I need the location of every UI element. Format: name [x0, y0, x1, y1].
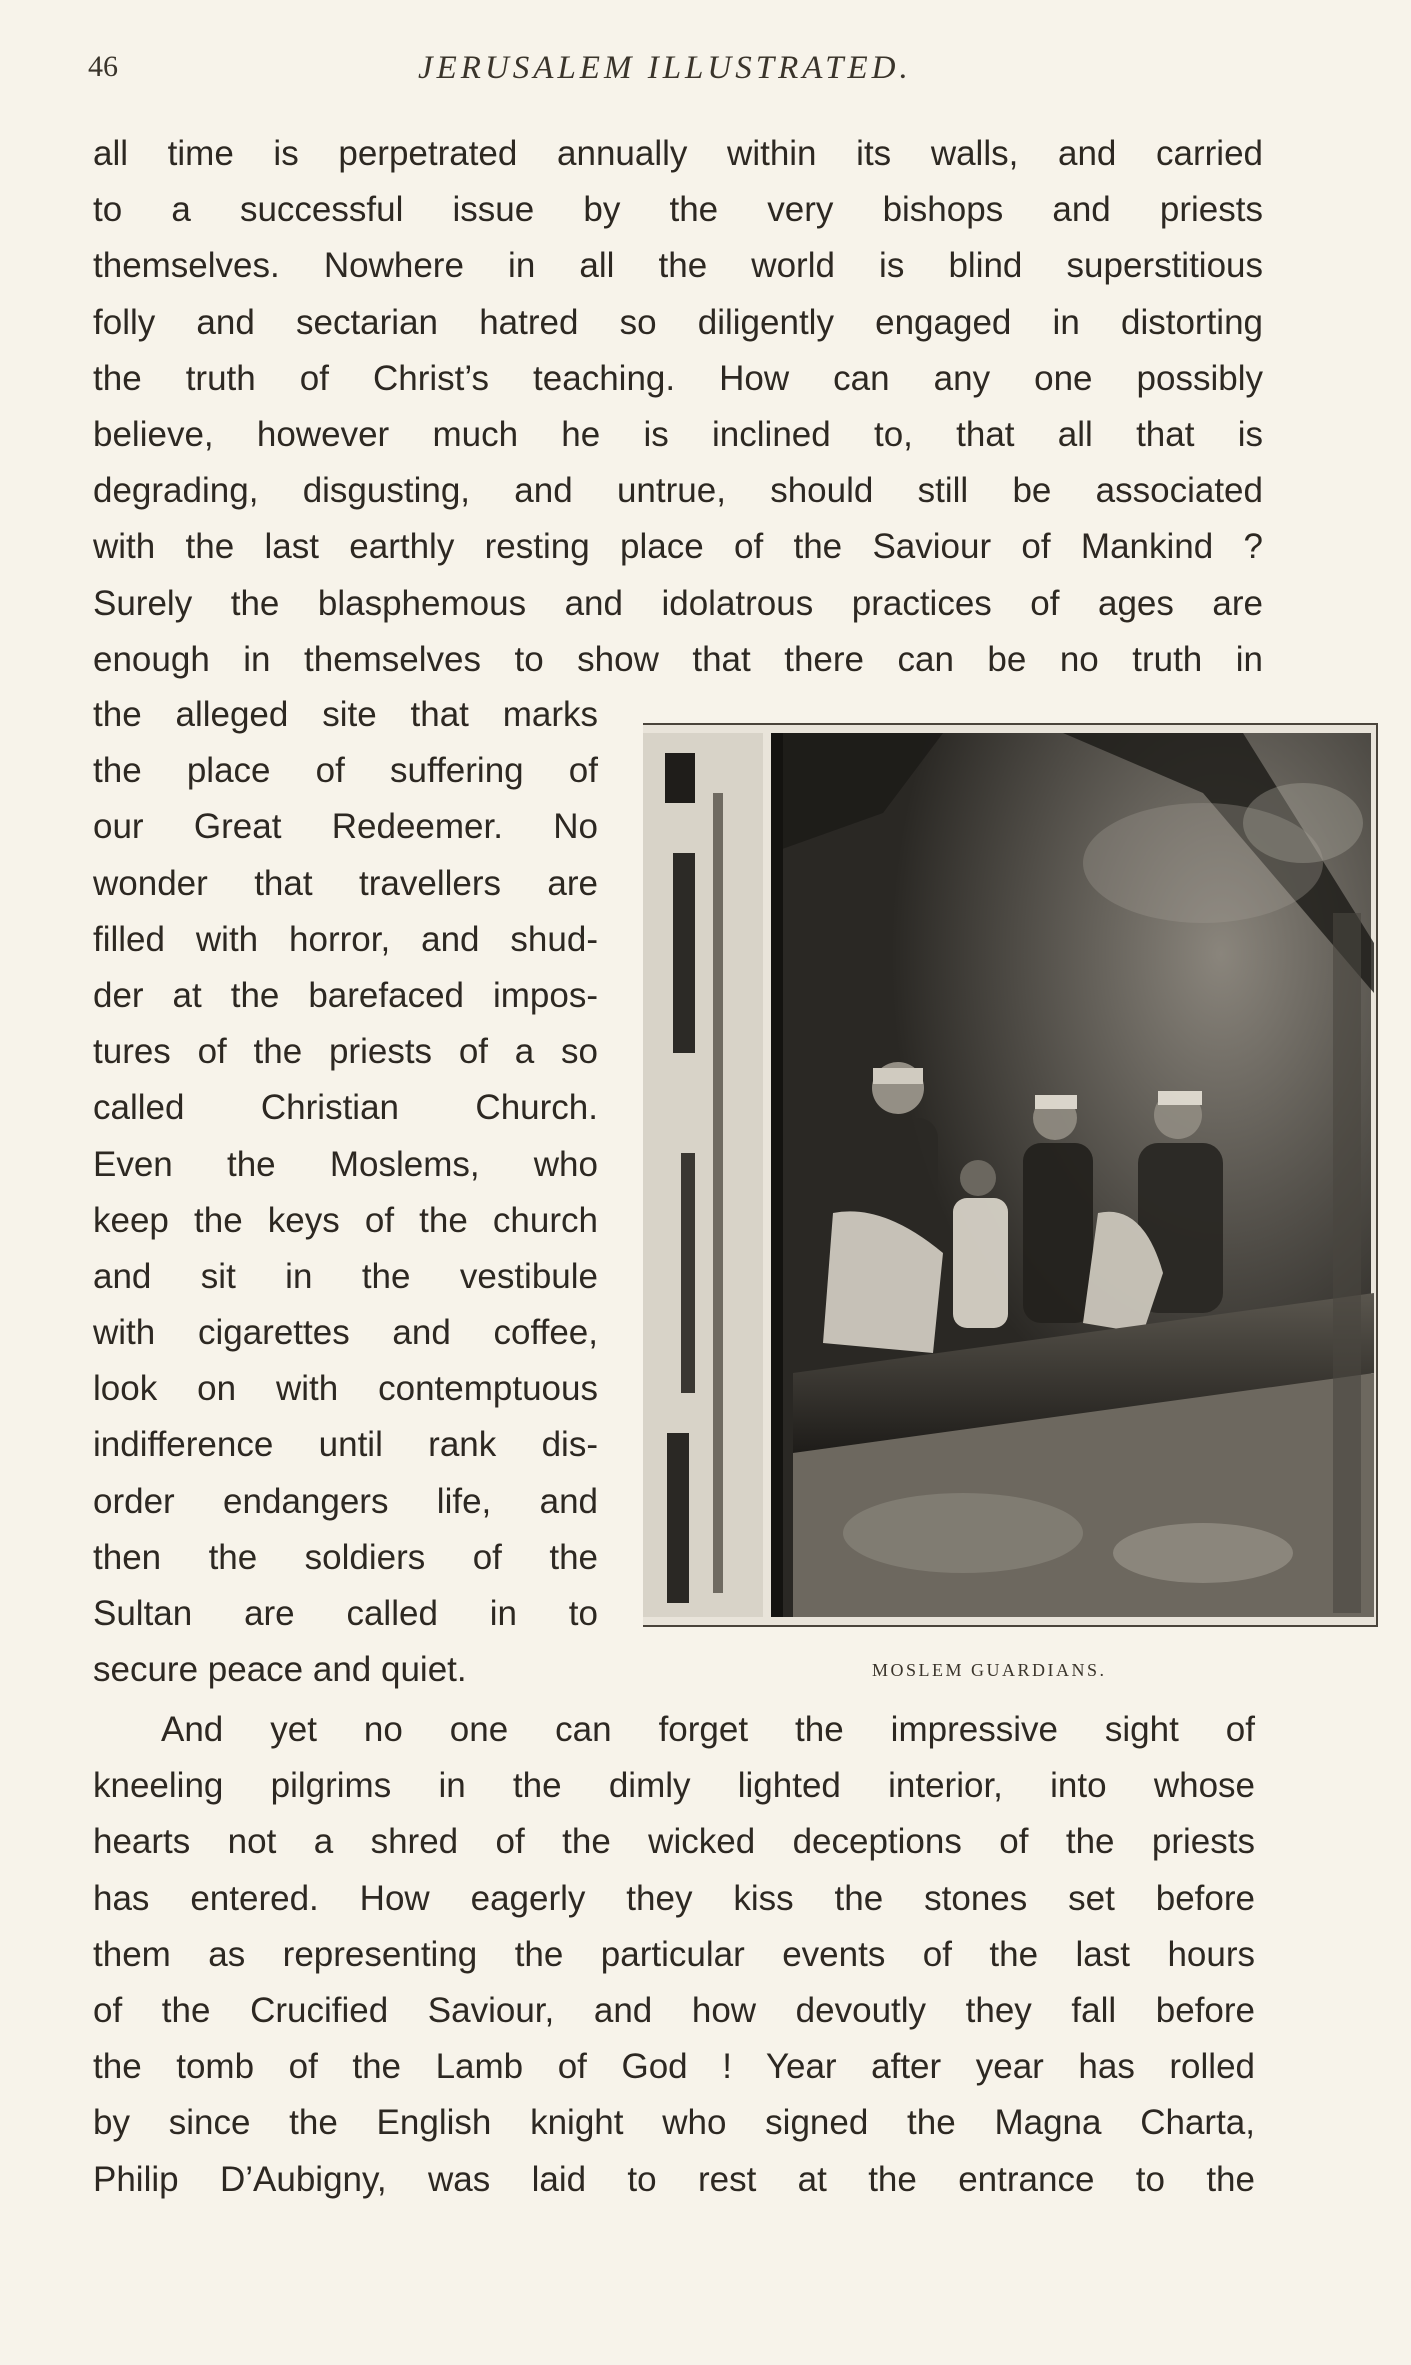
- text-line: Even the Moslems, who: [93, 1144, 598, 1184]
- text-line: themselves. Nowhere in all the world is blind superstitious: [93, 246, 1263, 286]
- text-line: all time is perpetrated annually within its walls, and carried: [93, 134, 1263, 173]
- text-line: hearts not a shred of the wicked deceptions of the priests: [93, 1822, 1255, 1862]
- text-line: Sultan are called in to: [93, 1594, 598, 1633]
- text-line: indifference until rank dis-: [93, 1425, 598, 1465]
- text-line: has entered. How eagerly they kiss the stones set before: [93, 1878, 1255, 1918]
- paragraph-wrapped-beside-figure: [93, 687, 598, 1698]
- text-line: then the soldiers of the: [93, 1537, 598, 1577]
- text-line: look on with contemptuous: [93, 1369, 598, 1409]
- text-line: secure peace and quiet.: [93, 1650, 467, 1690]
- text-line: order endangers life, and: [93, 1481, 598, 1521]
- photo-left-strip: [643, 733, 763, 1617]
- text-line: Philip D’Aubigny, was laid to rest at the entrance to the: [93, 2159, 1255, 2199]
- text-line: wonder that travellers are: [93, 863, 598, 903]
- paragraph-bottom: [93, 1702, 1255, 2208]
- text-line: Surely the blasphemous and idolatrous practices of ages are: [93, 583, 1263, 623]
- text-line: folly and sectarian hatred so diligently engaged in distorting: [93, 302, 1263, 342]
- text-line: filled with horror, and shud-: [93, 919, 598, 959]
- text-line: der at the barefaced impos-: [93, 975, 598, 1015]
- text-line: and sit in the vestibule: [93, 1256, 598, 1296]
- text-line: the alleged site that marks: [93, 695, 598, 734]
- text-line: by since the English knight who signed the Magna Charta,: [93, 2103, 1255, 2143]
- text-line: the tomb of the Lamb of God ! Year after year has rolled: [93, 2047, 1255, 2087]
- figure-photo-moslem-guardians: [643, 733, 1374, 1617]
- text-line: the truth of Christ’s teaching. How can any one possibly: [93, 358, 1263, 398]
- text-line: believe, however much he is inclined to, that all that is: [93, 414, 1263, 454]
- text-line: with the last earthly resting place of the Saviour of Mankind ?: [93, 527, 1263, 567]
- text-line: with cigarettes and coffee,: [93, 1313, 598, 1353]
- text-line: them as representing the particular events of the last hours: [93, 1934, 1255, 1974]
- figure-frame: [643, 723, 1378, 1627]
- figure-caption: MOSLEM GUARDIANS.: [872, 1660, 1107, 1680]
- text-line: our Great Redeemer. No: [93, 807, 598, 847]
- running-title: JERUSALEM ILLUSTRATED.: [418, 50, 912, 86]
- text-line: to a successful issue by the very bishops and priests: [93, 190, 1263, 230]
- text-line: kneeling pilgrims in the dimly lighted interior, into whose: [93, 1766, 1255, 1806]
- text-line: degrading, disgusting, and untrue, should still be associated: [93, 471, 1263, 511]
- text-line: called Christian Church.: [93, 1088, 598, 1128]
- page-header: [88, 50, 1268, 100]
- text-line: keep the keys of the church: [93, 1200, 598, 1240]
- page-number: 46: [88, 50, 118, 83]
- text-line: And yet no one can forget the impressive sight of: [161, 1710, 1255, 1749]
- paragraph-top: [93, 126, 1263, 688]
- text-line: tures of the priests of a so: [93, 1032, 598, 1072]
- text-line: the place of suffering of: [93, 751, 598, 791]
- text-line: of the Crucified Saviour, and how devoutly they fall before: [93, 1990, 1255, 2030]
- text-line: enough in themselves to show that there can be no truth in: [93, 639, 1263, 679]
